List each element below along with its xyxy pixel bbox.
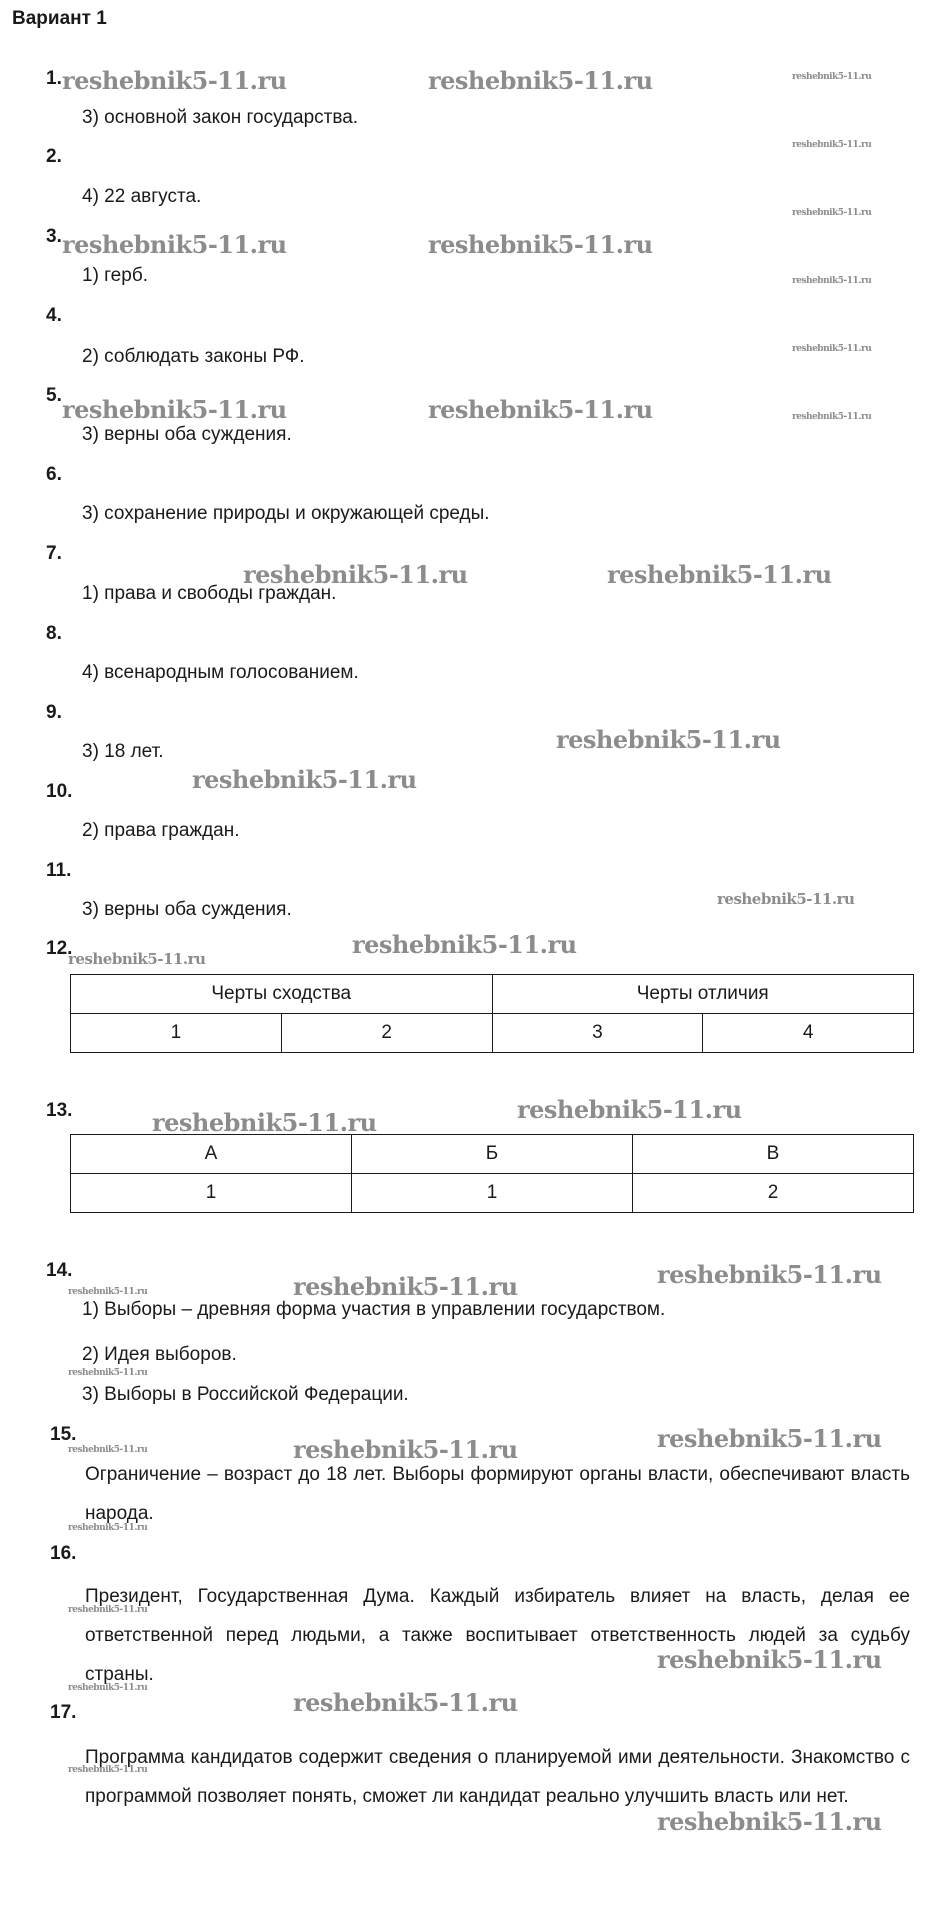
question-number: 10. xyxy=(46,781,73,802)
watermark: reshebnik5-11.ru xyxy=(68,1765,148,1775)
answer-paragraph: Ограничение – возраст до 18 лет. Выборы формируют органы власти, обеспечивают власть народа. xyxy=(85,1464,910,1524)
answer-text: 4) всенародным голосованием. xyxy=(82,662,359,683)
answer-text: 2) права граждан. xyxy=(82,820,240,841)
watermark: reshebnik5-11.ru xyxy=(517,1095,742,1124)
watermark: reshebnik5-11.ru xyxy=(792,276,872,286)
question-number: 6. xyxy=(46,464,62,485)
question-number: 4. xyxy=(46,305,62,326)
watermark: reshebnik5-11.ru xyxy=(556,725,781,754)
page-title: Вариант 1 xyxy=(12,8,107,29)
watermark: reshebnik5-11.ru xyxy=(68,1445,148,1455)
watermark: reshebnik5-11.ru xyxy=(607,560,832,589)
watermark: reshebnik5-11.ru xyxy=(657,1645,882,1674)
table-header-cell: Б xyxy=(352,1135,633,1174)
watermark: reshebnik5-11.ru xyxy=(68,1287,148,1297)
table-cell: 2 xyxy=(633,1174,914,1213)
question-number: 7. xyxy=(46,543,62,564)
question-number: 5. xyxy=(46,385,62,406)
table-header-cell: Черты отличия xyxy=(492,975,914,1014)
watermark: reshebnik5-11.ru xyxy=(428,395,653,424)
watermark: reshebnik5-11.ru xyxy=(717,890,855,908)
watermark: reshebnik5-11.ru xyxy=(62,395,287,424)
watermark: reshebnik5-11.ru xyxy=(293,1688,518,1717)
table-cell: 3 xyxy=(492,1014,703,1053)
table-cell: 1 xyxy=(352,1174,633,1213)
answer-text: 4) 22 августа. xyxy=(82,186,202,207)
table-header-cell: Черты сходства xyxy=(71,975,493,1014)
watermark: reshebnik5-11.ru xyxy=(428,66,653,95)
question-number: 3. xyxy=(46,226,62,247)
plan-line: 2) Идея выборов. xyxy=(82,1344,237,1365)
watermark: reshebnik5-11.ru xyxy=(68,1605,148,1615)
question-number: 1. xyxy=(46,68,62,89)
watermark: reshebnik5-11.ru xyxy=(792,344,872,354)
question-number: 11. xyxy=(46,860,72,881)
watermark: reshebnik5-11.ru xyxy=(62,230,287,259)
watermark: reshebnik5-11.ru xyxy=(293,1435,518,1464)
table-header-cell: А xyxy=(71,1135,352,1174)
watermark: reshebnik5-11.ru xyxy=(68,950,206,968)
watermark: reshebnik5-11.ru xyxy=(657,1807,882,1836)
similarities-differences-table xyxy=(70,974,914,1053)
answer-text: 3) сохранение природы и окружающей среды. xyxy=(82,503,490,524)
answer-text: 3) верны оба суждения. xyxy=(82,899,292,920)
question-number: 14. xyxy=(46,1260,73,1281)
watermark: reshebnik5-11.ru xyxy=(792,412,872,422)
watermark: reshebnik5-11.ru xyxy=(792,208,872,218)
watermark: reshebnik5-11.ru xyxy=(152,1108,377,1137)
question-number: 9. xyxy=(46,702,62,723)
question-number: 17. xyxy=(50,1702,77,1723)
watermark: reshebnik5-11.ru xyxy=(68,1683,148,1693)
answer-text: 2) соблюдать законы РФ. xyxy=(82,346,305,367)
watermark: reshebnik5-11.ru xyxy=(428,230,653,259)
watermark: reshebnik5-11.ru xyxy=(657,1260,882,1289)
plan-line: 1) Выборы – древняя форма участия в управлении государством. xyxy=(82,1299,666,1320)
watermark: reshebnik5-11.ru xyxy=(352,930,577,959)
watermark: reshebnik5-11.ru xyxy=(293,1272,518,1301)
table-cell: 4 xyxy=(703,1014,914,1053)
watermark: reshebnik5-11.ru xyxy=(657,1424,882,1453)
table-cell: 2 xyxy=(281,1014,492,1053)
answer-text: 1) герб. xyxy=(82,265,148,286)
answer-text: 3) верны оба суждения. xyxy=(82,424,292,445)
watermark: reshebnik5-11.ru xyxy=(68,1523,148,1533)
answer-text: 1) права и свободы граждан. xyxy=(82,583,337,604)
table-cell: 1 xyxy=(71,1014,282,1053)
watermark: reshebnik5-11.ru xyxy=(792,140,872,150)
watermark: reshebnik5-11.ru xyxy=(792,72,872,82)
answer-text: 3) 18 лет. xyxy=(82,741,164,762)
watermark: reshebnik5-11.ru xyxy=(192,765,417,794)
answer-paragraph: Президент, Государственная Дума. Каждый избиратель влияет на власть, делая ее ответственной перед людьми, а также воспитывает ответственность людей за судьбу страны. xyxy=(85,1586,910,1685)
question-number: 8. xyxy=(46,623,62,644)
answer-text: 3) основной закон государства. xyxy=(82,107,359,128)
question-number: 16. xyxy=(50,1543,77,1564)
watermark: reshebnik5-11.ru xyxy=(62,66,287,95)
question-number: 2. xyxy=(46,146,62,167)
question-number: 12. xyxy=(46,938,73,959)
watermark: reshebnik5-11.ru xyxy=(68,1368,148,1378)
plan-line: 3) Выборы в Российской Федерации. xyxy=(82,1384,409,1405)
question-number: 15. xyxy=(50,1424,77,1445)
watermark: reshebnik5-11.ru xyxy=(243,560,468,589)
table-header-cell: В xyxy=(633,1135,914,1174)
table-cell: 1 xyxy=(71,1174,352,1213)
answer-paragraph: Программа кандидатов содержит сведения о планируемой ими деятельности. Знакомство с программой позволяет понять, сможет ли кандидат реально улучшить власть или нет. xyxy=(85,1747,910,1807)
matching-table xyxy=(70,1134,914,1213)
question-number: 13. xyxy=(46,1100,73,1121)
